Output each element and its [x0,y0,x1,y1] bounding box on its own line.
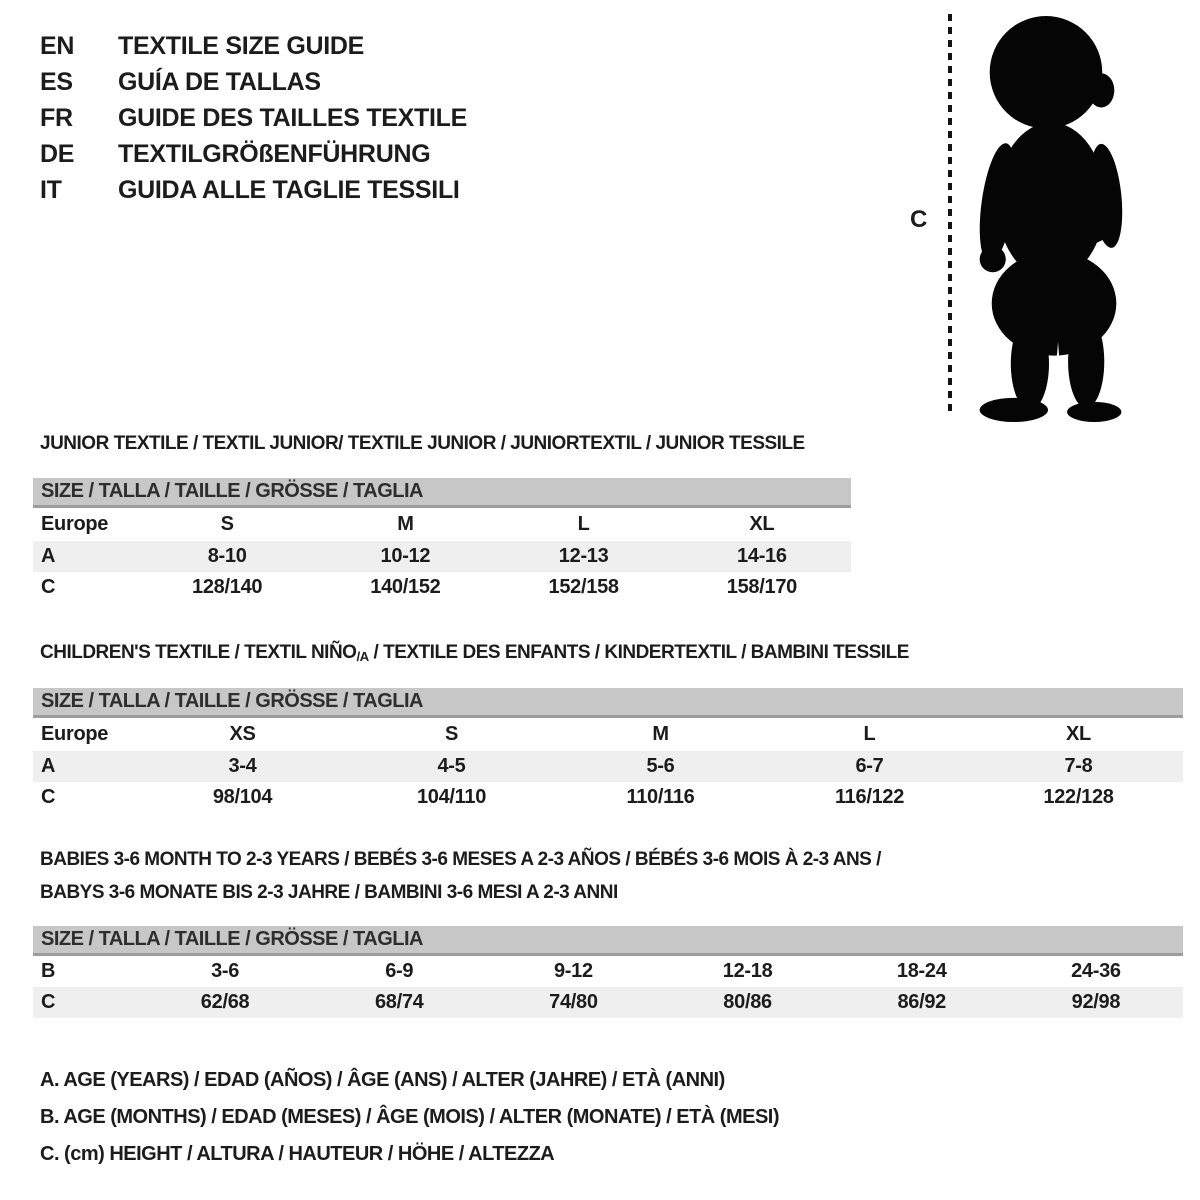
age-cell: 10-12 [380,545,431,567]
age-cell: 6-7 [855,755,884,777]
size-header-bar: SIZE / TALLA / TAILLE / GRÖSSE / TAGLIA [33,926,1183,956]
months-cell: 18-24 [896,960,947,982]
table-header-row [33,508,851,541]
age-cell: 5-6 [646,755,675,777]
language-code: DE [40,139,75,168]
height-cell: 116/122 [834,786,905,808]
height-cell: 128/140 [192,576,263,598]
size-header-cell: L [863,723,876,745]
height-cell: 74/80 [549,991,598,1013]
height-cell: 158/170 [726,576,797,598]
language-row-es [40,64,467,100]
height-cell: 110/116 [626,786,695,808]
guide-title: GUÍA DE TALLAS [118,67,321,96]
age-cell: 7-8 [1064,755,1093,777]
row-label: C [41,576,56,598]
babies-title-line1: BABIES 3-6 MONTH TO 2-3 YEARS / BEBÉS 3-6 MESES A 2-3 AÑOS / BÉBÉS 3-6 MOIS À 2-3 ANS / [40,849,881,870]
measurement-legend [40,1062,779,1173]
guide-title: TEXTILGRÖßENFÜHRUNG [118,139,431,168]
toddler-silhouette [963,10,1139,422]
months-cell: 9-12 [553,960,593,982]
height-cell: 86/92 [897,991,947,1013]
row-label: A [41,545,56,567]
height-cell: 152/158 [548,576,619,598]
children-section-title [40,642,909,664]
height-cell: 140/152 [370,576,441,598]
height-cell: 122/128 [1043,786,1114,808]
guide-title: TEXTILE SIZE GUIDE [118,31,365,60]
junior-size-table [33,478,851,603]
height-measure-dashed-line [948,14,952,416]
age-cell: 8-10 [207,545,247,567]
row-label: B [41,960,56,982]
age-cell: 14-16 [737,545,787,567]
babies-section-title [40,843,881,909]
children-size-table [33,688,1183,813]
height-cell: 62/68 [200,991,250,1013]
children-title-suffix-small: /A [356,649,369,664]
table-row-height [33,987,1183,1018]
region-header-cell: Europe [41,723,109,745]
size-header-cell: S [220,513,234,535]
table-row-months [33,956,1183,987]
language-row-de [40,136,467,172]
months-cell: 3-6 [211,960,240,982]
language-title-list [40,28,467,208]
language-row-en [40,28,467,64]
height-cell: 92/98 [1071,991,1121,1013]
babies-title-line2: BABYS 3-6 MONATE BIS 2-3 JAHRE / BAMBINI 3-6 MESI A 2-3 ANNI [40,882,618,903]
legend-line-height-cm: C. (cm) HEIGHT / ALTURA / HAUTEUR / HÖHE / ALTEZZA [40,1143,555,1165]
months-cell: 6-9 [385,960,414,982]
size-header-cell: XS [229,723,256,745]
row-label: A [41,755,56,777]
size-header-cell: S [444,723,459,745]
region-header-cell: Europe [41,513,109,535]
babies-size-table [33,926,1183,1018]
size-header-cell: M [397,513,414,535]
guide-title: GUIDE DES TAILLES TEXTILE [118,103,468,132]
table-row-age [33,751,1183,782]
row-label: C [41,991,56,1013]
table-row-age [33,541,851,572]
size-header-cell: M [652,723,669,745]
size-header-cell: XL [749,513,775,535]
size-header-bar: SIZE / TALLA / TAILLE / GRÖSSE / TAGLIA [33,688,1183,718]
age-cell: 4-5 [437,755,466,777]
legend-line-age-months: B. AGE (MONTHS) / EDAD (MESES) / ÂGE (MOIS) / ALTER (MONATE) / ETÀ (MESI) [40,1106,780,1128]
row-label: C [41,786,56,808]
height-cell: 80/86 [723,991,772,1013]
children-title-part: CHILDREN'S TEXTILE / TEXTIL NIÑO [40,642,357,663]
language-code: FR [40,103,73,132]
height-cell: 104/110 [416,786,487,808]
table-row-height [33,572,851,603]
age-cell: 3-4 [228,755,257,777]
height-measure-label: C [910,206,928,233]
size-header-cell: L [577,513,590,535]
legend-line-age-years: A. AGE (YEARS) / EDAD (AÑOS) / ÂGE (ANS) / ALTER (JAHRE) / ETÀ (ANNI) [40,1069,725,1091]
height-cell: 68/74 [374,991,424,1013]
height-cell: 98/104 [212,786,273,808]
junior-section-title: JUNIOR TEXTILE / TEXTIL JUNIOR/ TEXTILE JUNIOR / JUNIORTEXTIL / JUNIOR TESSILE [40,433,805,454]
guide-title: GUIDA ALLE TAGLIE TESSILI [118,175,460,204]
language-row-it [40,172,467,208]
size-header-cell: XL [1066,723,1091,745]
table-row-height [33,782,1183,813]
language-row-fr [40,100,467,136]
table-header-row [33,718,1183,751]
language-code: ES [40,67,73,96]
months-cell: 24-36 [1071,960,1121,982]
children-title-part: / TEXTILE DES ENFANTS / KINDERTEXTIL / BAMBINI TESSILE [368,642,909,663]
months-cell: 12-18 [722,960,773,982]
age-cell: 12-13 [558,545,609,567]
language-code: EN [40,31,75,60]
language-code: IT [40,175,62,204]
size-header-bar: SIZE / TALLA / TAILLE / GRÖSSE / TAGLIA [33,478,851,508]
